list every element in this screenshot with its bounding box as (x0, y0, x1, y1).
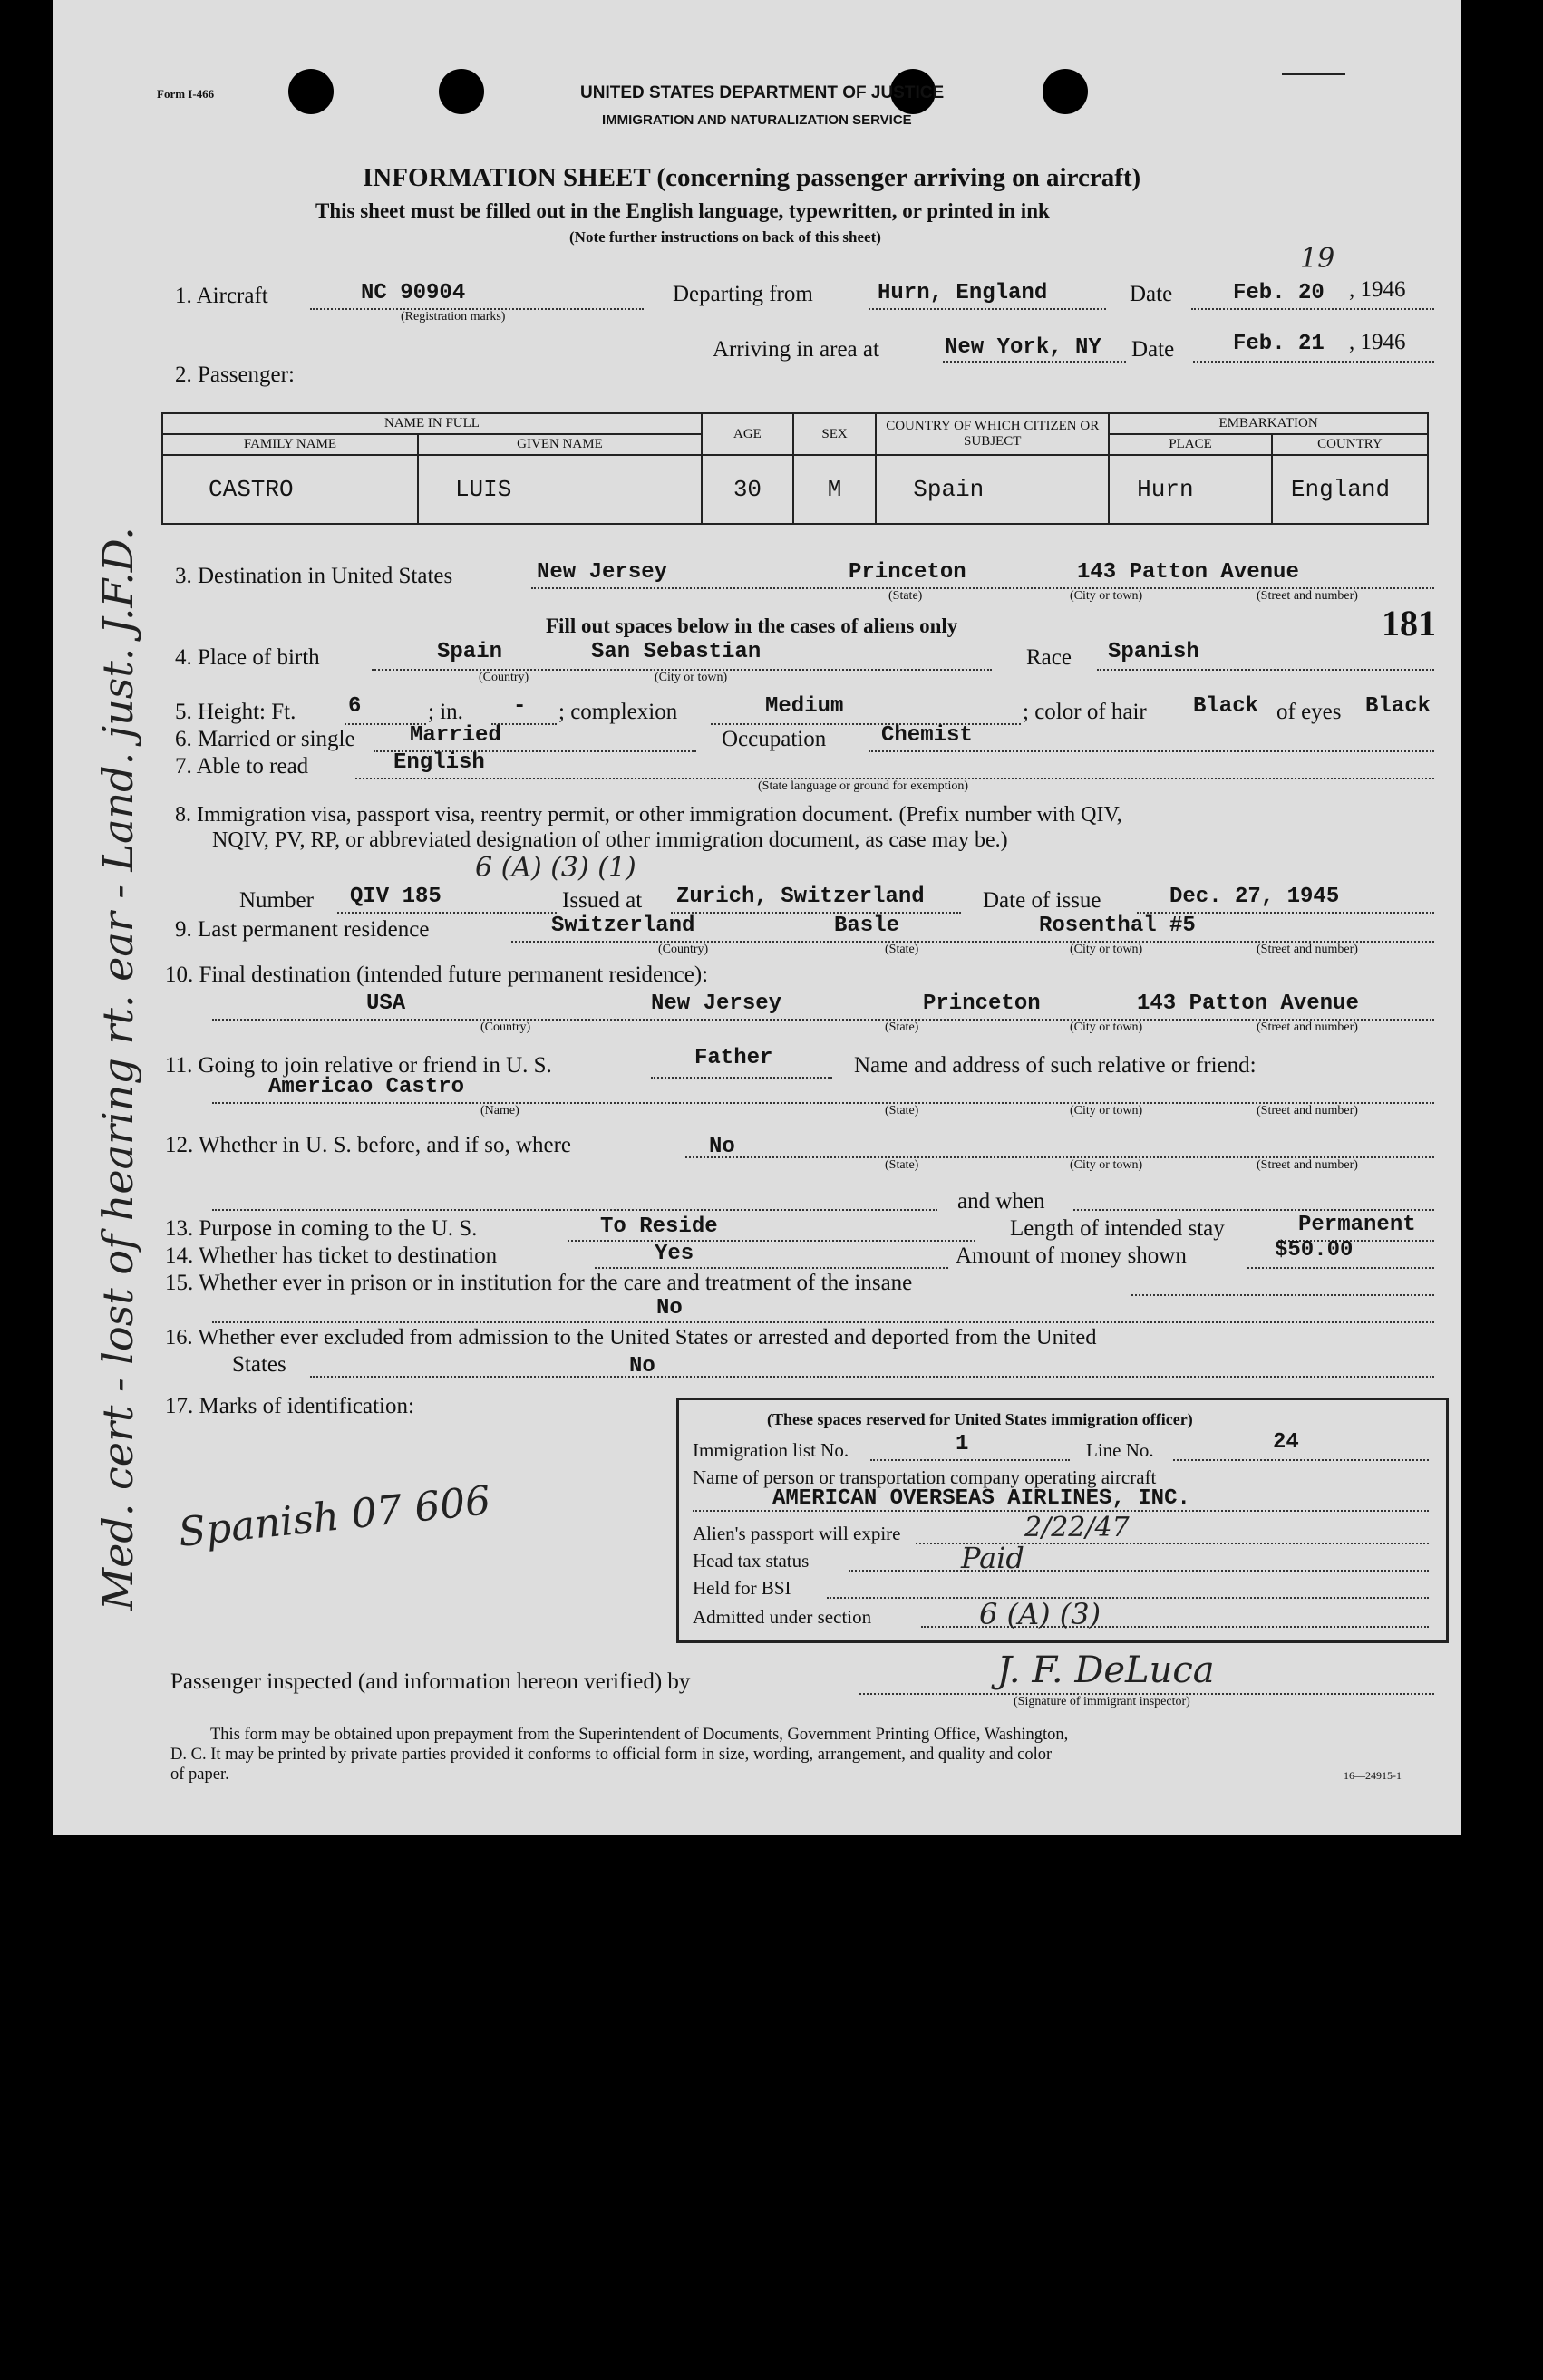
caption-country: (Country) (658, 943, 709, 956)
aliens-note: Fill out spaces below in the cases of aliens only (546, 614, 958, 637)
race-label: Race (1026, 645, 1072, 670)
issued-at-value: Zurich, Switzerland (676, 885, 925, 909)
footer-code: 16—24915-1 (1344, 1769, 1402, 1782)
final-city: Princeton (923, 992, 1041, 1016)
citizen-of: Spain (876, 455, 1109, 524)
age-header: AGE (702, 413, 793, 455)
q1-label: 1. Aircraft (175, 284, 268, 308)
relative-name-label: Name and address of such relative or friend: (854, 1053, 1257, 1078)
departing-label: Departing from (673, 282, 813, 306)
service-title: IMMIGRATION AND NATURALIZATION SERVICE (602, 112, 912, 128)
arrival-date-value: Feb. 21 (1233, 332, 1325, 356)
passenger-table (161, 412, 1429, 525)
q12-value: No (709, 1135, 735, 1159)
caption-street: (Street and number) (1257, 943, 1358, 956)
admitted-label: Admitted under section (693, 1606, 872, 1628)
given-name-header: GIVEN NAME (418, 434, 702, 455)
embark-country: England (1272, 455, 1428, 524)
arrival-date-label: Date (1131, 337, 1175, 362)
caption-city: (City or town) (1070, 943, 1143, 956)
arrival-year: , 1946 (1349, 330, 1406, 354)
arriving-label: Arriving in area at (713, 337, 879, 362)
name-in-full-header: NAME IN FULL (162, 413, 702, 434)
place-header: PLACE (1109, 434, 1272, 455)
corner-dash (1282, 73, 1345, 75)
q3-state: New Jersey (537, 560, 668, 585)
caption-country: (Country) (479, 671, 529, 684)
caption-city: (City or town) (655, 671, 728, 684)
q3-city: Princeton (849, 560, 966, 585)
date-of-issue-label: Date of issue (983, 888, 1101, 913)
height-feet: 6 (348, 694, 362, 719)
company-label: Name of person or transportation company operating aircraft (693, 1466, 1157, 1488)
sex-header: SEX (793, 413, 876, 455)
q15-value: No (656, 1296, 683, 1321)
q16-label-2: States (232, 1352, 286, 1377)
given-name: LUIS (418, 455, 702, 524)
number-label: Number (239, 888, 314, 913)
q15-label: 15. Whether ever in prison or in institution for the care and treatment of the insane (165, 1271, 913, 1295)
embark-place: Hurn (1109, 455, 1272, 524)
read-caption: (State language or ground for exemption) (758, 779, 969, 793)
stay-label: Length of intended stay (1010, 1216, 1225, 1241)
list-label: Immigration list No. (693, 1439, 849, 1461)
relation-value: Father (694, 1046, 773, 1070)
list-value: 1 (956, 1432, 969, 1456)
aircraft-value: NC 90904 (361, 281, 466, 305)
q3-label: 3. Destination in United States (175, 564, 453, 588)
ticket-value: Yes (655, 1242, 694, 1266)
punch-hole (288, 69, 334, 114)
country2-header: COUNTRY (1272, 434, 1428, 455)
line-label: Line No. (1086, 1439, 1154, 1461)
q8-line1: 8. Immigration visa, passport visa, reentry permit, or other immigration document. (Prefix number with QIV, (175, 803, 1122, 827)
occupation-value: Chemist (881, 723, 973, 748)
and-when-label: and when (957, 1189, 1045, 1214)
q10-label: 10. Final destination (intended future permanent residence): (165, 963, 709, 987)
visa-number: QIV 185 (350, 885, 442, 909)
q8-line2: NQIV, PV, RP, or abbreviated designation of other immigration document, as case may be.) (212, 828, 1008, 852)
caption-city: (City or town) (1070, 1158, 1143, 1172)
residence-state: Basle (834, 914, 900, 938)
line-value: 24 (1273, 1430, 1299, 1455)
q12-label: 12. Whether in U. S. before, and if so, where (165, 1133, 572, 1157)
residence-city: Rosenthal #5 (1039, 914, 1196, 938)
caption-state: (State) (888, 589, 923, 603)
race-value: Spanish (1108, 640, 1199, 664)
page-title: INFORMATION SHEET (concerning passenger arriving on aircraft) (363, 163, 1141, 192)
caption-city: (City or town) (1070, 1104, 1143, 1117)
issued-label: Issued at (562, 888, 643, 913)
residence-country: Switzerland (551, 914, 695, 938)
eyes-value: Black (1365, 694, 1431, 719)
margin-note: Med. cert - lost of hearing rt. ear - Land. just. J.F.D. (93, 527, 142, 1611)
q8-handwritten: 6 (A) (3) (1) (475, 852, 636, 884)
q9-label: 9. Last permanent residence (175, 917, 430, 942)
height-inches: - (513, 694, 527, 719)
q16-value: No (629, 1354, 655, 1379)
final-street: 143 Patton Avenue (1137, 992, 1359, 1016)
birth-country: Spain (437, 640, 503, 664)
embarkation-header: EMBARKATION (1109, 413, 1428, 434)
final-state: New Jersey (651, 992, 782, 1016)
caption-name: (Name) (480, 1104, 519, 1117)
caption-street: (Street and number) (1257, 1158, 1358, 1172)
caption-state: (State) (885, 943, 919, 956)
q11-label: 11. Going to join relative or friend in U. S. (165, 1053, 552, 1078)
department-title: UNITED STATES DEPARTMENT OF JUSTICE (580, 83, 945, 102)
married-value: Married (410, 723, 501, 748)
q6-label: 6. Married or single (175, 727, 355, 751)
occupation-label: Occupation (722, 727, 827, 751)
caption-city: (City or town) (1070, 589, 1143, 603)
caption-state: (State) (885, 1104, 919, 1117)
eyes-label: of eyes (1276, 700, 1342, 724)
inches-label: ; in. (428, 700, 463, 724)
caption-street: (Street and number) (1257, 1021, 1358, 1034)
q3-street: 143 Patton Avenue (1077, 560, 1299, 585)
inspector-signature: J. F. DeLuca (997, 1650, 1215, 1691)
headtax-value: Paid (961, 1541, 1024, 1575)
family-name: CASTRO (162, 455, 418, 524)
footer-line-3: of paper. (170, 1766, 229, 1784)
admitted-value: 6 (A) (3) (979, 1597, 1101, 1631)
identification-marks: Spanish 07 606 (176, 1477, 493, 1556)
purpose-value: To Reside (600, 1214, 718, 1239)
punch-hole (439, 69, 484, 114)
departure-date-correction: 19 (1300, 243, 1335, 275)
q7-label: 7. Able to read (175, 754, 309, 779)
bsi-label: Held for BSI (693, 1577, 791, 1599)
family-name-header: FAMILY NAME (162, 434, 418, 455)
read-value: English (393, 750, 485, 775)
title-instruction: This sheet must be filled out in the English language, typewritten, or printed in ink (315, 199, 1050, 222)
hair-label: ; color of hair (1023, 700, 1147, 724)
complexion-label: ; complexion (558, 700, 678, 724)
arriving-at-value: New York, NY (945, 335, 1101, 360)
footer-line-1: This form may be obtained upon prepayment from the Superintendent of Documents, Government Printing Office, Washington, (210, 1726, 1069, 1744)
final-country: USA (366, 992, 406, 1016)
signature-caption: (Signature of immigrant inspector) (1014, 1695, 1190, 1708)
country-header: COUNTRY OF WHICH CITIZEN OR SUBJECT (876, 413, 1109, 455)
footer-line-2: D. C. It may be printed by private parties provided it conforms to official form in size, wording, arrangement, and quality and color (170, 1746, 1053, 1764)
money-value: $50.00 (1275, 1238, 1354, 1263)
relative-name: Americao Castro (268, 1075, 465, 1099)
title-note: (Note further instructions on back of this sheet) (569, 228, 881, 246)
complexion-value: Medium (765, 694, 844, 719)
sheet-number: 181 (1382, 603, 1436, 643)
q5-height-label: 5. Height: Ft. (175, 700, 296, 724)
officer-heading: (These spaces reserved for United States immigration officer) (767, 1410, 1193, 1428)
caption-state: (State) (885, 1021, 919, 1034)
registration-caption: (Registration marks) (401, 310, 506, 324)
caption-street: (Street and number) (1257, 589, 1358, 603)
departure-date-value: Feb. 20 (1233, 281, 1325, 305)
caption-city: (City or town) (1070, 1021, 1143, 1034)
q4-label: 4. Place of birth (175, 645, 320, 670)
inspection-label: Passenger inspected (and information hereon verified) by (170, 1669, 691, 1694)
hair-value: Black (1193, 694, 1259, 719)
q2-label: 2. Passenger: (175, 363, 295, 387)
form-number: Form I-466 (157, 87, 215, 101)
money-label: Amount of money shown (956, 1243, 1187, 1268)
q16-label: 16. Whether ever excluded from admission to the United States or arrested and deported from the United (165, 1325, 1097, 1350)
departure-year: , 1946 (1349, 277, 1406, 302)
departing-from-value: Hurn, England (878, 281, 1048, 305)
q13-label: 13. Purpose in coming to the U. S. (165, 1216, 478, 1241)
punch-hole (1043, 69, 1088, 114)
company-value: AMERICAN OVERSEAS AIRLINES, INC. (772, 1486, 1190, 1511)
stay-value: Permanent (1298, 1213, 1416, 1237)
headtax-label: Head tax status (693, 1550, 810, 1572)
passport-label: Alien's passport will expire (693, 1523, 901, 1544)
q17-label: 17. Marks of identification: (165, 1394, 414, 1418)
caption-street: (Street and number) (1257, 1104, 1358, 1117)
caption-country: (Country) (480, 1021, 531, 1034)
passport-value: 2/22/47 (1024, 1512, 1130, 1543)
caption-state: (State) (885, 1158, 919, 1172)
age: 30 (702, 455, 793, 524)
sex: M (793, 455, 876, 524)
departure-date-label: Date (1130, 282, 1173, 306)
birth-city: San Sebastian (591, 640, 762, 664)
q14-label: 14. Whether has ticket to destination (165, 1243, 498, 1268)
date-of-issue-value: Dec. 27, 1945 (1169, 885, 1340, 909)
